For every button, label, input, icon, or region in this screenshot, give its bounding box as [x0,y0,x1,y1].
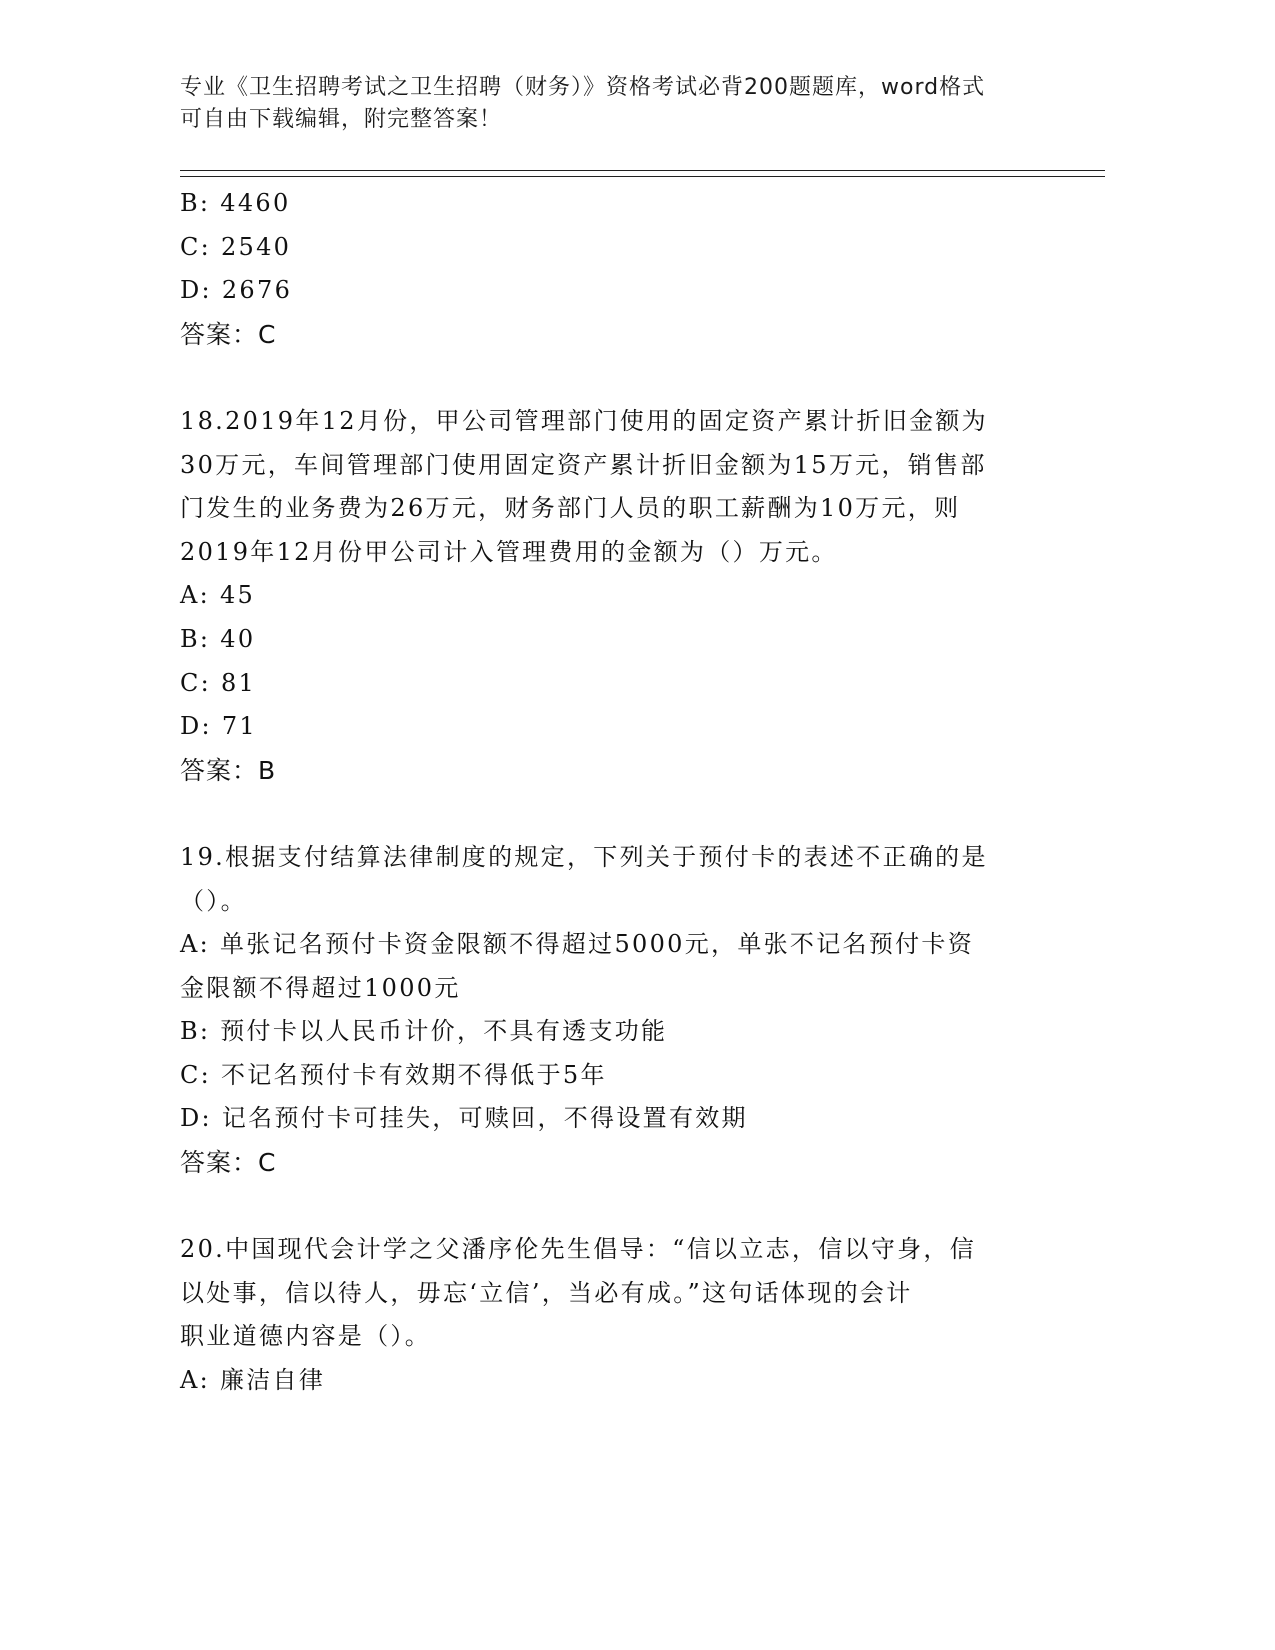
question-stem-line: （）。 [180,886,247,915]
question-17 [180,182,1050,356]
answer: 答案：B [180,755,277,785]
question-list [180,182,1050,1403]
option-b: B: 预付卡以人民币计价，不具有透支功能 [180,1017,668,1046]
question-stem-line: 20.中国现代会计学之父潘序伦先生倡导：“信以立志，信以守身，信 [180,1235,977,1264]
option-b: B: 4460 [180,189,291,217]
header-line-2: 可自由下载编辑，附完整答案！ [180,107,503,132]
header-rule-top [180,170,1105,171]
question-stem-line: 以处事，信以待人，毋忘‘立信’，当必有成。”这句话体现的会计 [180,1278,913,1307]
option-a: A: 廉洁自律 [180,1366,326,1395]
question-stem-line: 18.2019年12月份，甲公司管理部门使用的固定资产累计折旧金额为 [180,406,988,435]
question-stem-line: 2019年12月份甲公司计入管理费用的金额为（）万元。 [180,537,838,566]
question-19 [180,836,1050,1185]
option-c: C: 不记名预付卡有效期不得低于5年 [180,1060,607,1089]
question-stem-line: 门发生的业务费为26万元，财务部门人员的职工薪酬为10万元，则 [180,494,961,523]
option-a-continued: 金限额不得超过1000元 [180,973,461,1002]
header-rule-bottom [180,176,1105,177]
question-stem-line: 30万元，车间管理部门使用固定资产累计折旧金额为15万元，销售部 [180,450,987,479]
answer: 答案：C [180,319,277,349]
option-b: B: 40 [180,624,256,653]
option-d: D: 71 [180,712,257,741]
answer: 答案：C [180,1148,277,1178]
option-a: A: 单张记名预付卡资金限额不得超过5000元，单张不记名预付卡资 [180,930,975,959]
question-stem-line: 职业道德内容是（）。 [180,1322,431,1351]
option-d: D: 记名预付卡可挂失，可赎回，不得设置有效期 [180,1104,748,1133]
spacer [180,792,1050,836]
option-c: C: 81 [180,668,257,697]
spacer [180,1185,1050,1229]
question-20 [180,1228,1050,1402]
header-line-1: 专业《卫生招聘考试之卫生招聘（财务）》资格考试必背200题题库，word格式 [180,75,986,100]
question-18 [180,400,1050,792]
question-stem-line: 19.根据支付结算法律制度的规定，下列关于预付卡的表述不正确的是 [180,842,988,871]
option-a: A: 45 [180,581,256,610]
document-header [180,72,1050,136]
option-d: D: 2676 [180,276,293,305]
option-c: C: 2540 [180,232,292,261]
spacer [180,356,1050,400]
